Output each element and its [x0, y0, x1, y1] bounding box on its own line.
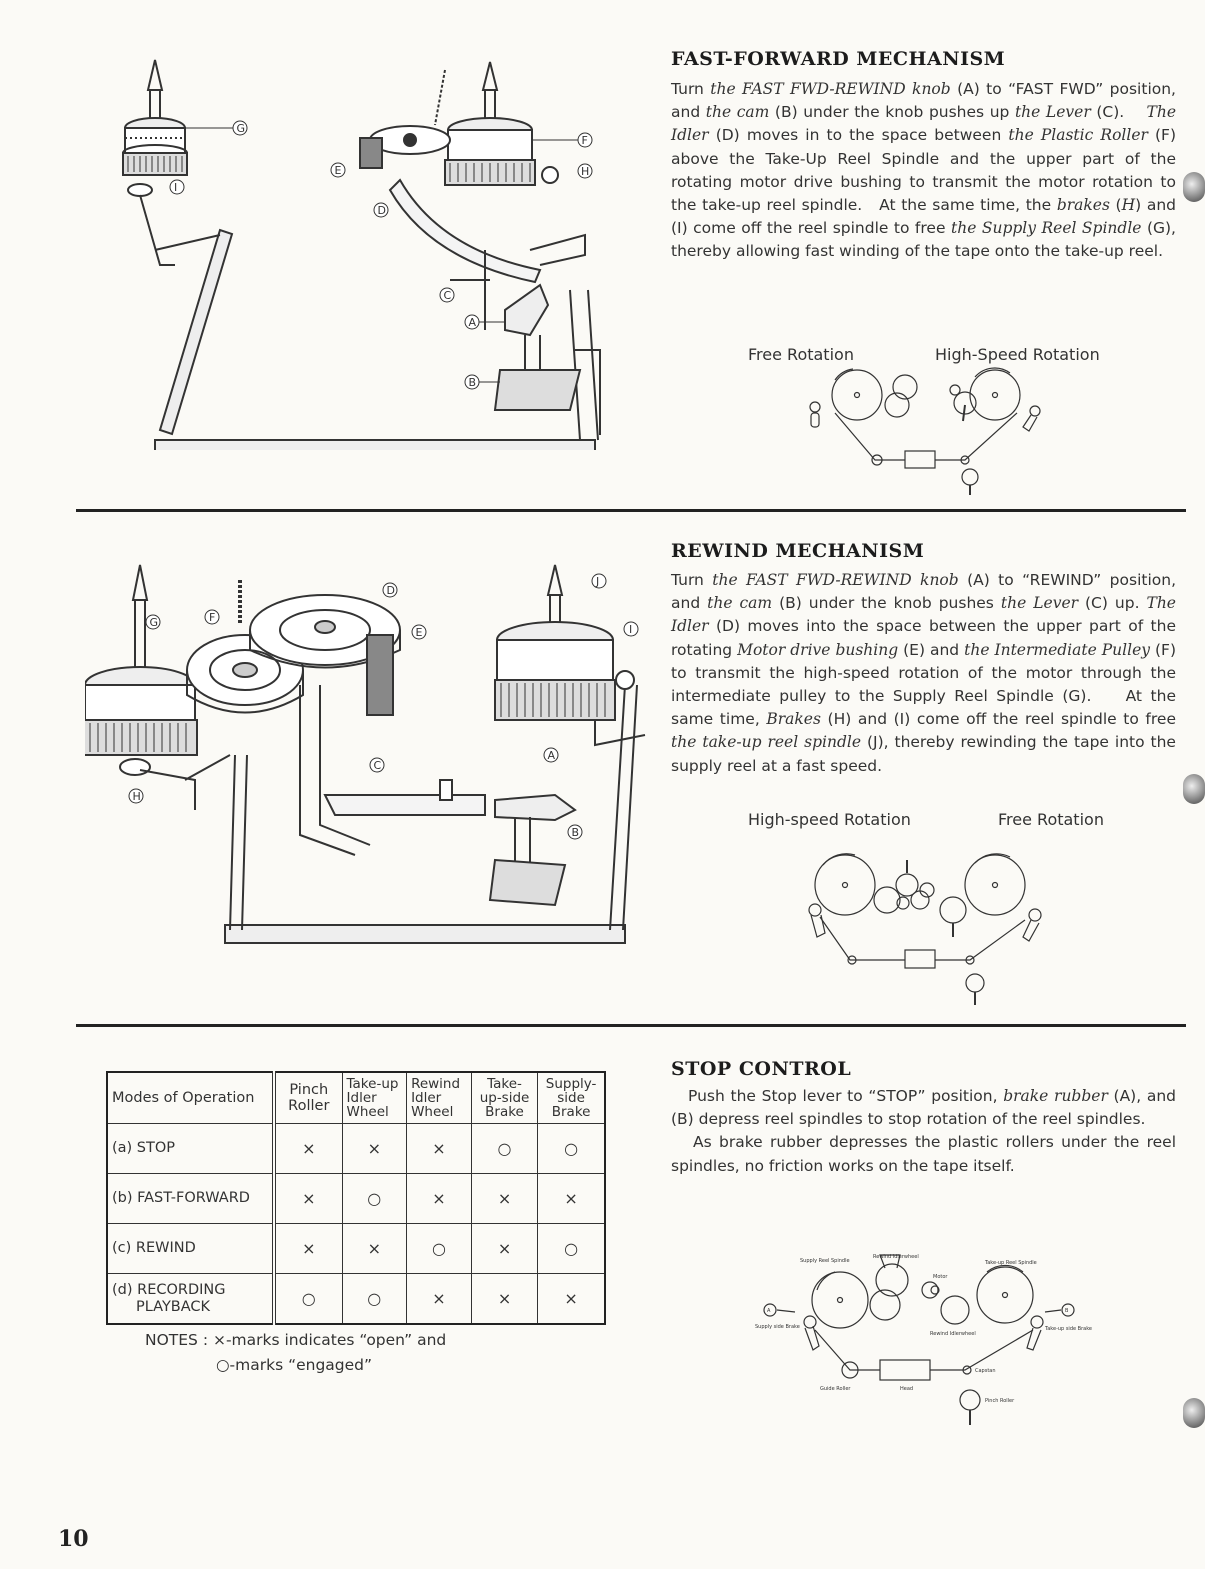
rw-caption-free-rotation: Free Rotation [998, 810, 1104, 829]
svg-text:C: C [373, 759, 382, 772]
svg-text:Supply side Brake: Supply side Brake [755, 1324, 800, 1330]
header-supply-brake: Supply- side Brake [538, 1072, 605, 1124]
svg-text:A: A [767, 1308, 771, 1314]
svg-text:F: F [209, 611, 216, 624]
binder-ring-shadow [1183, 172, 1205, 202]
svg-text:B: B [571, 826, 580, 839]
rewind-title: REWIND MECHANISM [671, 540, 925, 562]
rw-caption-high-speed-rotation: High-speed Rotation [748, 810, 911, 829]
svg-text:E: E [415, 626, 423, 639]
table-row: (c) REWIND × × ○ × ○ [107, 1224, 605, 1274]
fast-forward-mechanism-illustration [100, 50, 640, 450]
ff-caption-free-rotation: Free Rotation [748, 345, 854, 364]
modes-of-operation-table [106, 1071, 606, 1325]
svg-text:C: C [443, 289, 452, 302]
section-divider-2 [76, 1024, 1186, 1027]
svg-text:Rewind Idlerwheel: Rewind Idlerwheel [930, 1331, 976, 1337]
binder-ring-shadow [1183, 1398, 1205, 1428]
stop-control-diagram [755, 1250, 1135, 1435]
fast-forward-body: Turn the FAST FWD-REWIND knob (A) to “FAST FWD” position, and the cam (B) under the knob pushes up the Lever (C). The Idler (D) moves in to the space between the Plastic Roller (F) above the Take-Up Reel Spindle and the upper part of the rotating motor drive bushing to transmit the motor rotation to the take-up reel spindle. At the same time, the brakes (H) and (I) come off the reel spindle to free the Supply Reel Spindle (G), thereby allowing fast winding of the tape onto the take-up reel. [671, 80, 1177, 261]
svg-text:Take-up Reel Spindle: Take-up Reel Spindle [985, 1260, 1037, 1266]
svg-text:J: J [596, 575, 600, 588]
ff-tape-path-diagram [795, 365, 1055, 505]
svg-text:E: E [334, 164, 342, 177]
header-pinch-roller: Pinch Roller [274, 1072, 342, 1124]
svg-text:G: G [149, 616, 159, 629]
rw-tape-path-diagram [795, 845, 1055, 1015]
svg-text:Rewind Idlerwheel: Rewind Idlerwheel [873, 1254, 919, 1260]
header-rewind-idler: Rewind Idler Wheel [407, 1072, 472, 1124]
header-takeup-brake: Take- up-side Brake [471, 1072, 537, 1124]
page-number: 10 [58, 1526, 89, 1552]
svg-text:A: A [547, 749, 556, 762]
svg-text:Guide Roller: Guide Roller [820, 1386, 851, 1392]
svg-text:I: I [629, 623, 633, 636]
table-notes-line2: ○-marks “engaged” [216, 1356, 373, 1374]
svg-text:I: I [174, 181, 178, 194]
stop-control-title: STOP CONTROL [671, 1058, 852, 1080]
ff-caption-high-speed-rotation: High-Speed Rotation [935, 345, 1100, 364]
header-modes: Modes of Operation [107, 1072, 274, 1124]
table-row: (d) RECORDING PLAYBACK ○ ○ × × × [107, 1274, 605, 1325]
svg-text:H: H [132, 790, 141, 803]
svg-text:Head: Head [900, 1386, 914, 1392]
table-row: (b) FAST-FORWARD × ○ × × × [107, 1174, 605, 1224]
svg-text:H: H [581, 165, 590, 178]
fast-forward-title: FAST-FORWARD MECHANISM [671, 48, 1006, 70]
svg-text:Take-up side Brake: Take-up side Brake [1045, 1326, 1092, 1332]
stop-control-body: Push the Stop lever to “STOP” position, brake rubber (A), and (B) depress reel spindles to stop rotation of the reel spindles. As brake rubber depresses the plastic rollers under the reel spindles, no friction works on the tape itself. [671, 1087, 1176, 1175]
svg-text:B: B [1065, 1308, 1069, 1314]
svg-text:F: F [581, 134, 588, 147]
svg-text:Capstan: Capstan [975, 1368, 996, 1374]
section-divider-1 [76, 509, 1186, 512]
header-takeup-idler: Take-up Idler Wheel [342, 1072, 407, 1124]
svg-text:Supply Reel Spindle: Supply Reel Spindle [800, 1258, 850, 1264]
rewind-body: Turn the FAST FWD-REWIND knob (A) to “REWIND” position, and the cam (B) under the knob pushes the Lever (C) up. The Idler (D) moves into the space between the upper part of the rotating Motor drive bushing (E) and the Intermediate Pulley (F) to transmit the high-speed rotation of the motor through the intermediate pulley to the Supply Reel Spindle (G). At the same time, Brakes (H) and (I) come off the reel spindle to free the take-up reel spindle (J), thereby rewinding the tape into the supply reel at a fast speed. [671, 571, 1176, 775]
table-row: (a) STOP × × × ○ ○ [107, 1124, 605, 1174]
table-notes-line1: NOTES : ×-marks indicates “open” and [145, 1331, 447, 1349]
rewind-mechanism-illustration [85, 555, 660, 960]
svg-text:D: D [377, 204, 386, 217]
binder-ring-shadow [1183, 774, 1205, 804]
svg-text:D: D [386, 584, 395, 597]
svg-text:Motor: Motor [933, 1274, 948, 1280]
svg-text:Pinch Roller: Pinch Roller [985, 1398, 1015, 1404]
svg-text:B: B [468, 376, 477, 389]
label-g: G [236, 122, 246, 135]
svg-text:A: A [468, 316, 477, 329]
